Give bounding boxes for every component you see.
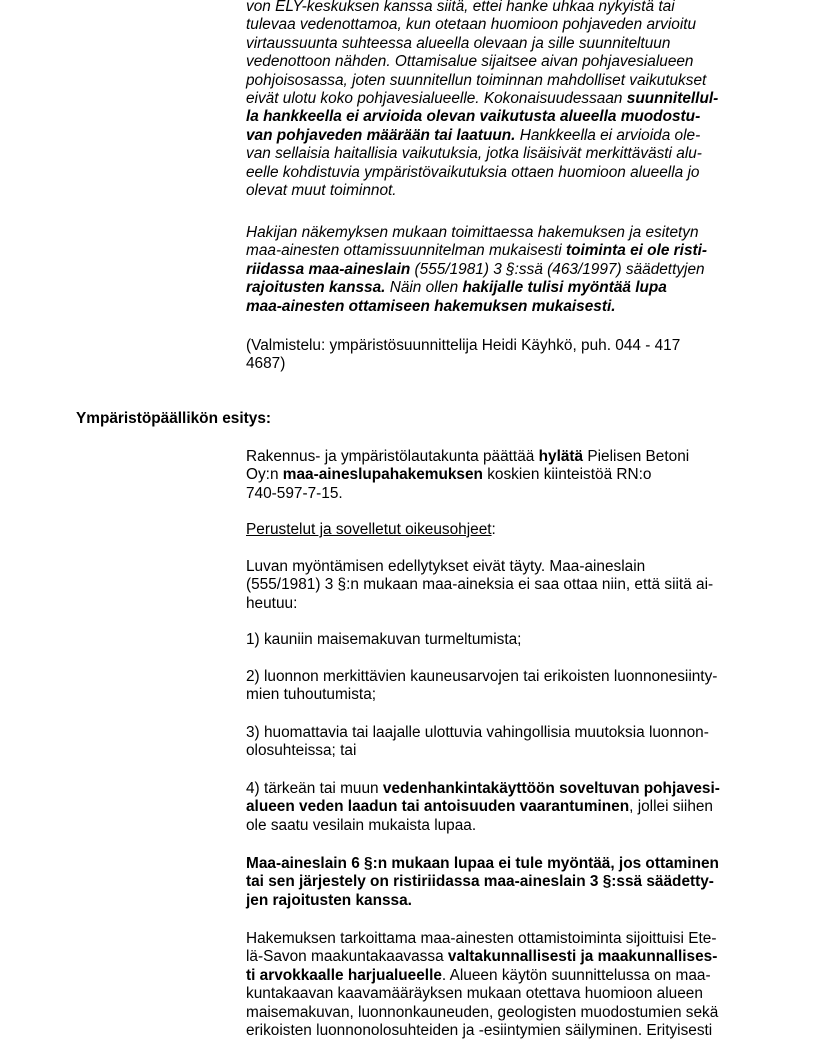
preparation-note: (Valmistelu: ympäristösuunnittelija Heidi Käyhkö, puh. 044 - 417 4687)	[246, 337, 681, 373]
conditions-paragraph: Luvan myöntämisen edellytykset eivät täyty. Maa-aineslain (555/1981) 3 §:n mukaan maa-aineksia ei saa ottaa niin, että siitä ai- heutuu:	[246, 558, 714, 612]
condition-item-1: 1) kauniin maisemakuvan turmeltumista;	[246, 631, 522, 648]
assessment-paragraph: von ELY-keskuksen kanssa siitä, ettei hanke uhkaa nykyistä tai tulevaa vedenottamoa, kun otetaan huomioon pohjaveden arvioitu virtaussuunta suhteessa alueella olevaan ja sille suunniteltuun vedenottoon nähden. Ottamisalue sijaitsee aivan pohjavesialueen pohjoisosassa, joten suunnitellun toiminnan mahdolliset vaikutukset eivät ulotu koko pohjavesialueelle. Kokonaisuudessaan suunnitellul- la hankkeella ei arvioida olevan vaikutusta alueella muodostu- van pohjaveden määrään tai laatuun. Hankkeella ei arvioida ole- van sellaisia haitallisia vaikutuksia, jotka lisäisivät merkittävästi alu- eelle kohdistuvia ympäristövaikutuksia ottaen huomioon alueella jo olevat muut toiminnot.	[246, 0, 719, 200]
reasons-heading: Perustelut ja sovelletut oikeusohjeet:	[246, 521, 496, 538]
applicant-view-paragraph: Hakijan näkemyksen mukaan toimittaessa hakemuksen ja esitetyn maa-ainesten ottamissuunnitelman mukaisesti toiminta ei ole risti- riidassa maa-aineslain (555/1981) 3 §:ssä (463/1997) säädettyjen rajoitusten kanssa. Näin ollen hakijalle tulisi myöntää lupa maa-ainesten ottamiseen hakemuksen mukaisesti.	[246, 224, 708, 315]
condition-item-2: 2) luonnon merkittävien kauneusarvojen tai erikoisten luonnonesiinty- mien tuhoutumista;	[246, 668, 718, 704]
zoning-paragraph: Hakemuksen tarkoittama maa-ainesten ottamistoiminta sijoittuisi Ete- lä-Savon maakuntakaavassa valtakunnallisesti ja maakunnallises- ti arvokkaalle harjualueelle. Alueen käytön suunnittelussa on maa- kuntakaavan kaavamääräyksen mukaan otettava huomioon alueen maisemakuvan, luonnonkauneuden, geologisten muodostumien sekä erikoisten luonnonolosuhteiden ja -esiintymien säilyminen. Erityisesti	[246, 930, 719, 1040]
decision-paragraph: Rakennus- ja ympäristölautakunta päättää hylätä Pielisen Betoni Oy:n maa-aineslupahakemuksen koskien kiinteistöä RN:o 740-597-7-15.	[246, 448, 690, 502]
statutory-paragraph: Maa-aineslain 6 §:n mukaan lupaa ei tule myöntää, jos ottaminen tai sen järjestely on ristiriidassa maa-aineslain 3 §:ssä säädetty- jen rajoitusten kanssa.	[246, 855, 719, 909]
section-heading: Ympäristöpäällikön esitys:	[76, 410, 272, 427]
condition-item-3: 3) huomattavia tai laajalle ulottuvia vahingollisia muutoksia luonnon- olosuhteissa; tai	[246, 724, 709, 760]
condition-item-4: 4) tärkeän tai muun vedenhankintakäyttöön soveltuvan pohjavesi- alueen veden laadun tai antoisuuden vaarantuminen, jollei siihen ole saatu vesilain mukaista lupaa.	[246, 780, 720, 834]
